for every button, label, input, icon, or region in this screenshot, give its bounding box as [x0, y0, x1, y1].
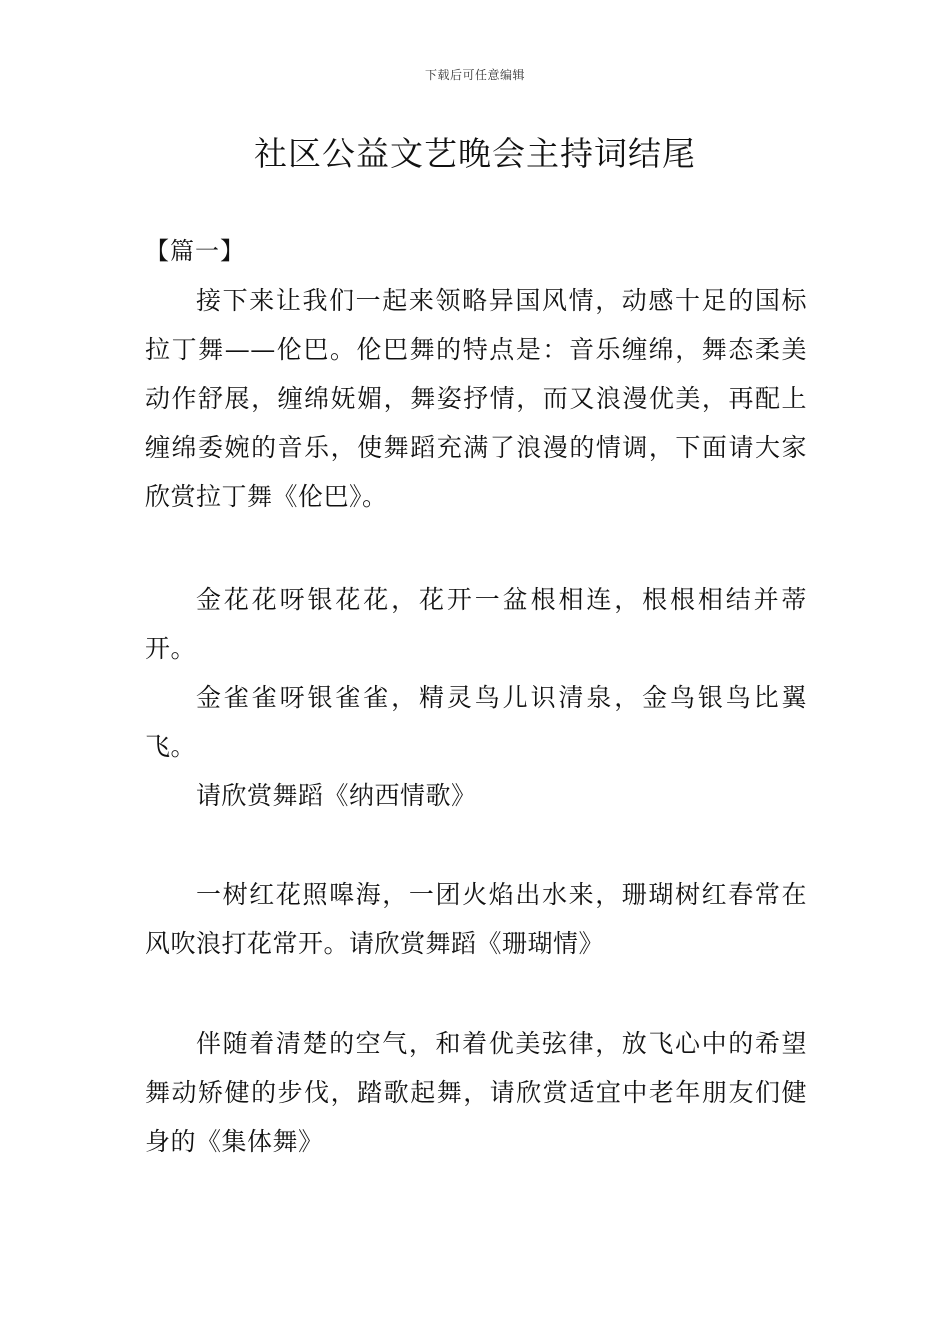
header-note: 下载后可任意编辑: [424, 68, 525, 82]
paragraph-golden-flowers: 金花花呀银花花，花开一盆根相连，根根相结并蒂开。: [145, 585, 807, 663]
paragraph-rumba-intro: 接下来让我们一起来领略异国风情，动感十足的国标拉丁舞——伦巴。伦巴舞的特点是：音乐缠绵，舞态柔美动作舒展，缠绵妩媚，舞姿抒情，而又浪漫优美，再配上缠绵委婉的音乐，使舞蹈充满了浪漫的情调，下面请大家欣赏拉丁舞《伦巴》。: [145, 286, 807, 511]
paragraph-coral-love: 一树红花照嗥海，一团火焰出水来，珊瑚树红春常在风吹浪打花常开。请欣赏舞蹈《珊瑚情》: [145, 880, 807, 958]
paragraph-group-dance: 伴随着清楚的空气，和着优美弦律，放飞心中的希望舞动矫健的步伐，踏歌起舞，请欣赏适宜中老年朋友们健身的《集体舞》: [145, 1029, 807, 1156]
paragraph-naxi-love-song: 请欣赏舞蹈《纳西情歌》: [196, 781, 477, 810]
section-label: 【篇一】: [145, 237, 245, 265]
paragraph-golden-sparrows: 金雀雀呀银雀雀，精灵鸟儿识清泉，金鸟银鸟比翼飞。: [145, 683, 807, 761]
document-title: 社区公益文艺晚会主持词结尾: [254, 134, 696, 173]
